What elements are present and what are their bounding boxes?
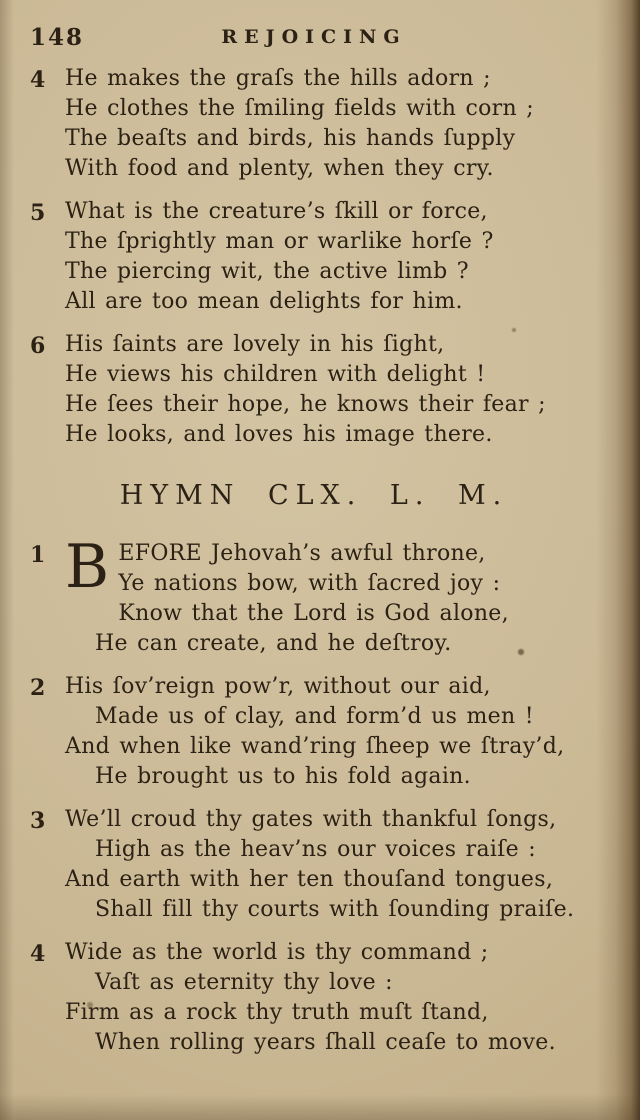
hymn-heading: HYMN CLX. L. M. xyxy=(119,480,509,511)
verse-line: Know that the Lord is God alone, xyxy=(118,601,509,626)
verse-line: What is the creature’s ſkill or force, xyxy=(65,199,488,224)
stanza xyxy=(28,805,600,925)
verse-line: Made us of clay, and form’d us men ! xyxy=(95,704,534,729)
verse-line: And when like wand’ring ſheep we ſtray’d, xyxy=(65,734,565,759)
hymn-stanzas xyxy=(28,532,600,1058)
verse-line: He can create, and he deſtroy. xyxy=(95,631,452,656)
page-head xyxy=(28,20,600,64)
stanza xyxy=(28,64,600,184)
verse-line: His ſaints are lovely in his ſight, xyxy=(65,332,445,357)
verse-line: All are too mean delights for him. xyxy=(65,289,463,314)
verse-line: Firm as a rock thy truth muſt ſtand, xyxy=(65,1000,489,1025)
stanza xyxy=(28,532,600,659)
dropcap-letter: B xyxy=(65,532,110,602)
verse-line: The piercing wit, the active limb ? xyxy=(65,259,469,284)
verse-line: Vaſt as eternity thy love : xyxy=(95,970,393,995)
stanza-number: 4 xyxy=(30,67,46,93)
page-number: 148 xyxy=(30,24,85,51)
verse-line: Wide as the world is thy command ; xyxy=(65,940,489,965)
stanza-number: 5 xyxy=(30,200,46,226)
stanza-number: 1 xyxy=(30,542,46,568)
previous-hymn-stanzas xyxy=(28,64,600,450)
verse-line: The ſprightly man or warlike horſe ? xyxy=(65,229,494,254)
stanza-number: 3 xyxy=(30,808,46,834)
verse-line: He brought us to his fold again. xyxy=(95,764,471,789)
verse-line: The beaſts and birds, his hands ſupply xyxy=(65,126,516,151)
stanza-number: 4 xyxy=(30,941,46,967)
verse-line: He ſees their hope, he knows their fear ; xyxy=(65,392,546,417)
verse-line: He makes the graſs the hills adorn ; xyxy=(65,66,491,91)
stanza xyxy=(28,672,600,792)
verse-line: Ye nations bow, with ſacred joy : xyxy=(118,571,501,596)
running-title: REJOICING xyxy=(221,26,407,48)
verse-line: We’ll croud thy gates with thankful ſongs, xyxy=(65,807,557,832)
stanza-number: 2 xyxy=(30,675,46,701)
verse-line: High as the heav’ns our voices raiſe : xyxy=(95,837,536,862)
stanza xyxy=(28,197,600,317)
verse-line: BEFORE Jehovah’s awful throne, xyxy=(65,532,486,602)
stanza-number: 6 xyxy=(30,333,46,359)
verse-line: His ſov’reign pow’r, without our aid, xyxy=(65,674,491,699)
verse-line: He looks, and loves his image there. xyxy=(65,422,493,447)
verse-line: When rolling years ſhall ceaſe to move. xyxy=(95,1030,556,1055)
verse-line: He clothes the ſmiling fields with corn ; xyxy=(65,96,534,121)
verse-line: And earth with her ten thouſand tongues, xyxy=(65,867,554,892)
verse-line: Shall fill thy courts with ſounding praiſe. xyxy=(95,897,575,922)
stanza xyxy=(28,938,600,1058)
verse-line: He views his children with delight ! xyxy=(65,362,486,387)
verse-line: With food and plenty, when they cry. xyxy=(65,156,494,181)
stanza xyxy=(28,330,600,450)
